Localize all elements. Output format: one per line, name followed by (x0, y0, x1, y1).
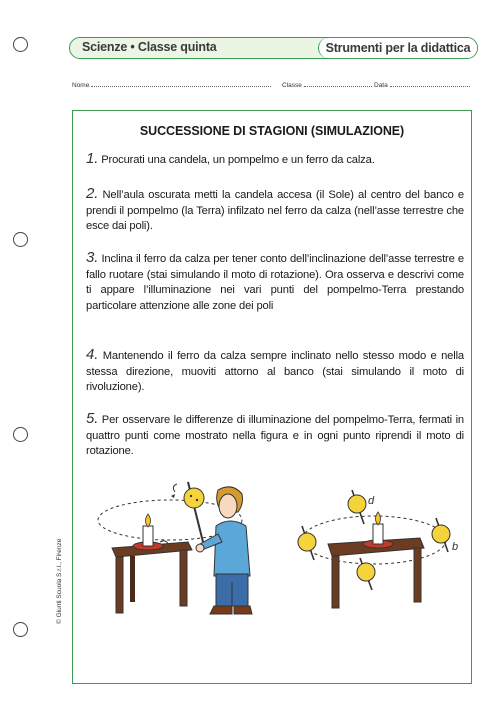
binder-hole (13, 232, 28, 247)
page-header (69, 37, 478, 59)
date-field[interactable] (374, 80, 470, 89)
step-4 (86, 347, 464, 396)
step-2 (86, 186, 464, 235)
binder-hole (13, 427, 28, 442)
binder-hole (13, 37, 28, 52)
class-field[interactable] (282, 80, 372, 89)
step-text: Mantenendo il ferro da calza sempre inclinato nello stesso modo e nella stessa direzione, muoviti attorno al banco (stai simulando il moto di rivoluzione). (86, 350, 464, 394)
step-text: Per osservare le differenze di illuminazione del pompelmo-Terra, fermati in quattro punti come mostrato nella figura e in ogni punto riprendi il moto di rotazione. (86, 414, 464, 458)
candle-icon (133, 514, 168, 550)
candle-icon (363, 512, 393, 548)
child-figure-icon (196, 487, 252, 614)
step-3 (86, 250, 464, 314)
step-number: 5. (86, 410, 99, 427)
step-1 (86, 151, 464, 169)
name-label: Nome (72, 82, 90, 89)
rotation-illustration (90, 478, 280, 628)
table-icon (328, 538, 424, 608)
step-5 (86, 411, 464, 460)
position-label-d: d (368, 495, 375, 507)
subject-label: Scienze • Classe quinta (82, 40, 217, 54)
date-label: Data (374, 82, 388, 89)
step-text: Nell’aula oscurata metti la candela accesa (il Sole) al centro del banco e prendi il pompelmo (la Terra) infilzato nel ferro da calza (nell’asse terrestre che esce dai poli). (86, 189, 464, 233)
class-label: Classe (282, 82, 302, 89)
step-number: 1. (86, 150, 99, 167)
position-label-b: b (452, 541, 459, 553)
series-label: Strumenti per la didattica (318, 38, 477, 58)
exercise-title: SUCCESSIONE DI STAGIONI (SIMULAZIONE) (139, 124, 405, 138)
grapefruit-position-top (348, 490, 366, 524)
step-text: Procurati una candela, un pompelmo e un ferro da calza. (101, 154, 375, 166)
grapefruit-earth-icon (171, 482, 204, 546)
revolution-illustration (288, 482, 468, 622)
binder-hole (13, 622, 28, 637)
step-number: 4. (86, 346, 99, 363)
table-icon (112, 542, 192, 613)
name-field[interactable] (72, 80, 271, 89)
step-number: 3. (86, 249, 99, 266)
grapefruit-position-right (432, 518, 450, 552)
copyright-notice: © Giunti Scuola S.r.l., Firenze (56, 538, 63, 624)
step-number: 2. (86, 185, 99, 202)
step-text: Inclina il ferro da calza per tener conto dell’inclinazione dell’asse terrestre e fallo ruotare (stai simulando il moto di rotazione). Ora osserva e descrivi come ti appare l’illuminazione nei vari punti del pompelmo-Terra prestando particolare attenzione alle zone dei poli (86, 253, 464, 312)
grapefruit-position-bottom (357, 558, 375, 590)
